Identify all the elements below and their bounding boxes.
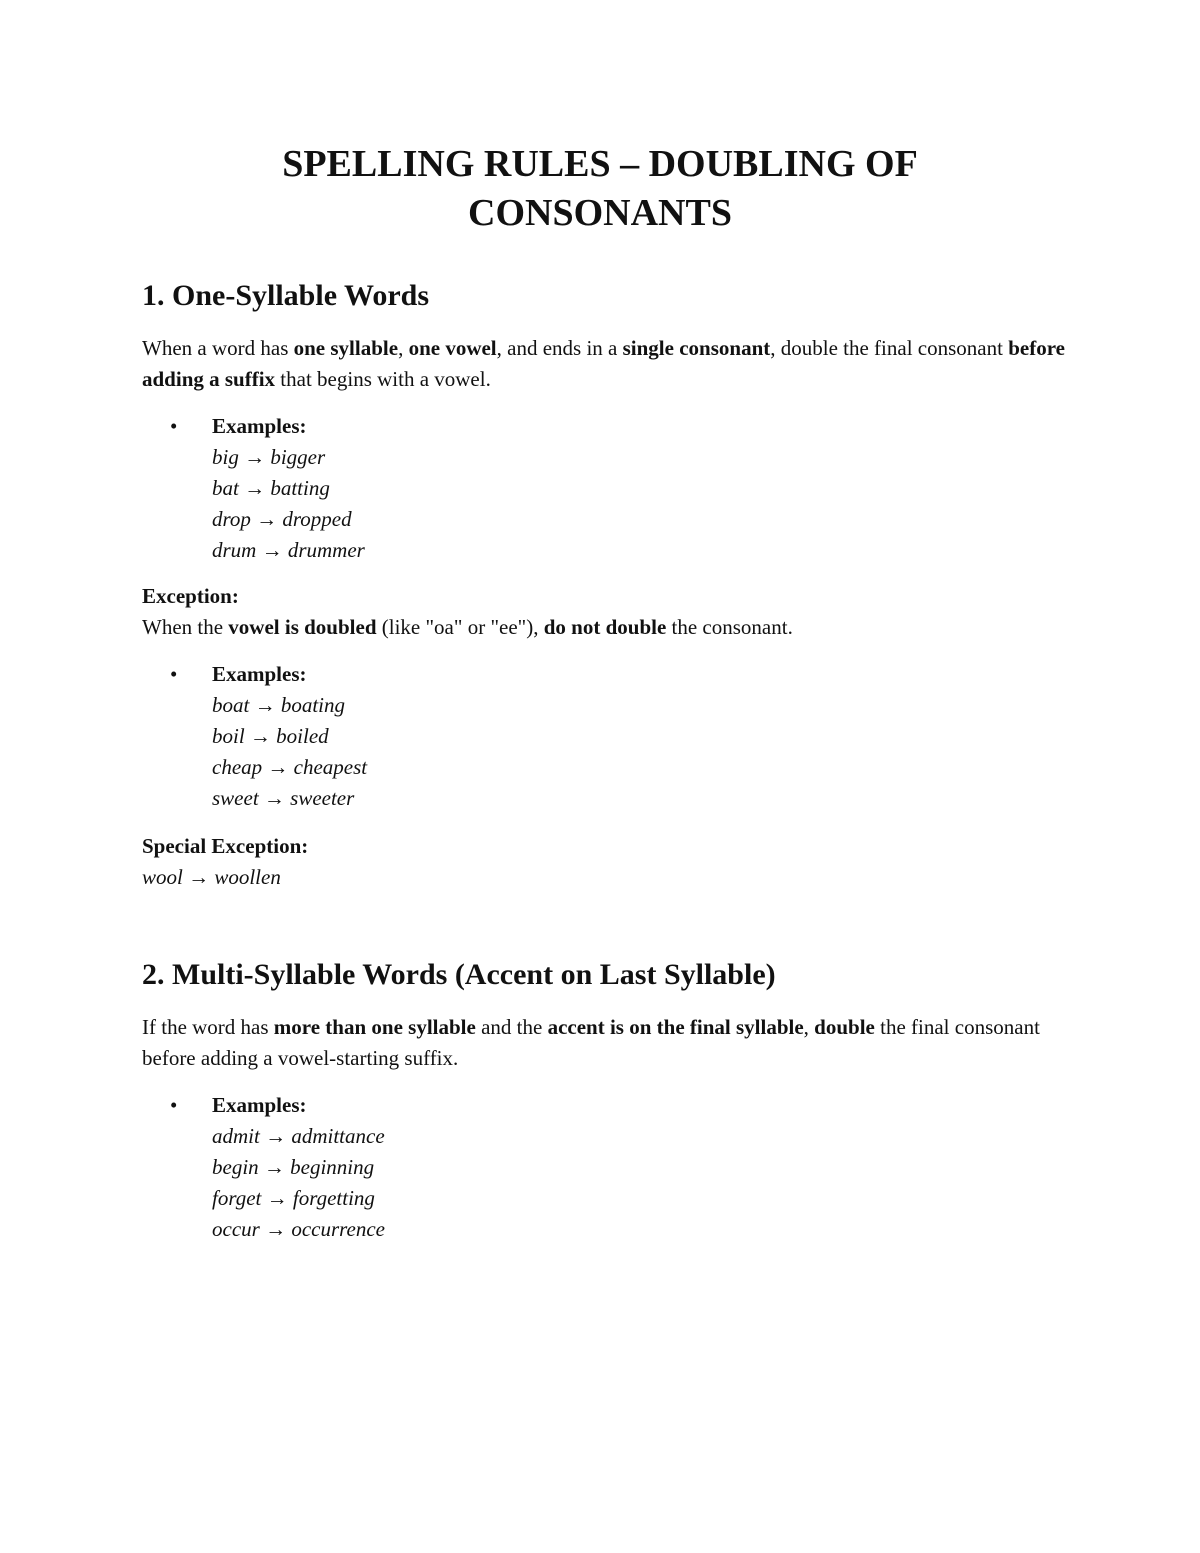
example-item: drop → dropped xyxy=(212,507,352,531)
document-title xyxy=(0,140,1200,238)
exception-text: When the vowel is doubled (like "oa" or "ee"), do not double the consonant. xyxy=(142,615,793,639)
bullet-icon: • xyxy=(170,414,178,438)
example-item: forget → forgetting xyxy=(212,1186,375,1210)
example-item: bat → batting xyxy=(212,476,330,500)
special-exception-label: Special Exception: xyxy=(142,834,309,858)
example-item: begin → beginning xyxy=(212,1155,375,1179)
example-item: boil → boiled xyxy=(212,724,329,748)
examples-label: Examples: xyxy=(212,1093,307,1117)
section-2-rule: If the word has more than one syllable and the accent is on the final syllable, double the final consonant before adding a vowel-starting suffix. xyxy=(142,1015,1040,1070)
example-item: occur → occurrence xyxy=(212,1217,385,1241)
example-item: admit → admittance xyxy=(212,1124,385,1148)
example-item: sweet → sweeter xyxy=(212,786,355,810)
bullet-icon: • xyxy=(170,662,178,686)
example-item: big → bigger xyxy=(212,445,326,469)
bullet-icon: • xyxy=(170,1093,178,1117)
examples-label: Examples: xyxy=(212,662,307,686)
example-item: drum → drummer xyxy=(212,538,365,562)
title-line-1: SPELLING RULES – DOUBLING OF xyxy=(282,143,918,185)
example-item: boat → boating xyxy=(212,693,346,717)
title-line-2: CONSONANTS xyxy=(468,192,732,234)
example-item: cheap → cheapest xyxy=(212,755,368,779)
examples-label: Examples: xyxy=(212,414,307,438)
section-2-heading: 2. Multi-Syllable Words (Accent on Last Syllable) xyxy=(142,958,776,991)
section-1-rule: When a word has one syllable, one vowel, and ends in a single consonant, double the final consonant before adding a suffix that begins with a vowel. xyxy=(142,336,1065,391)
exception-label: Exception: xyxy=(142,584,239,608)
section-1-heading: 1. One-Syllable Words xyxy=(142,279,429,312)
special-exception-example: wool → woollen xyxy=(142,865,281,889)
